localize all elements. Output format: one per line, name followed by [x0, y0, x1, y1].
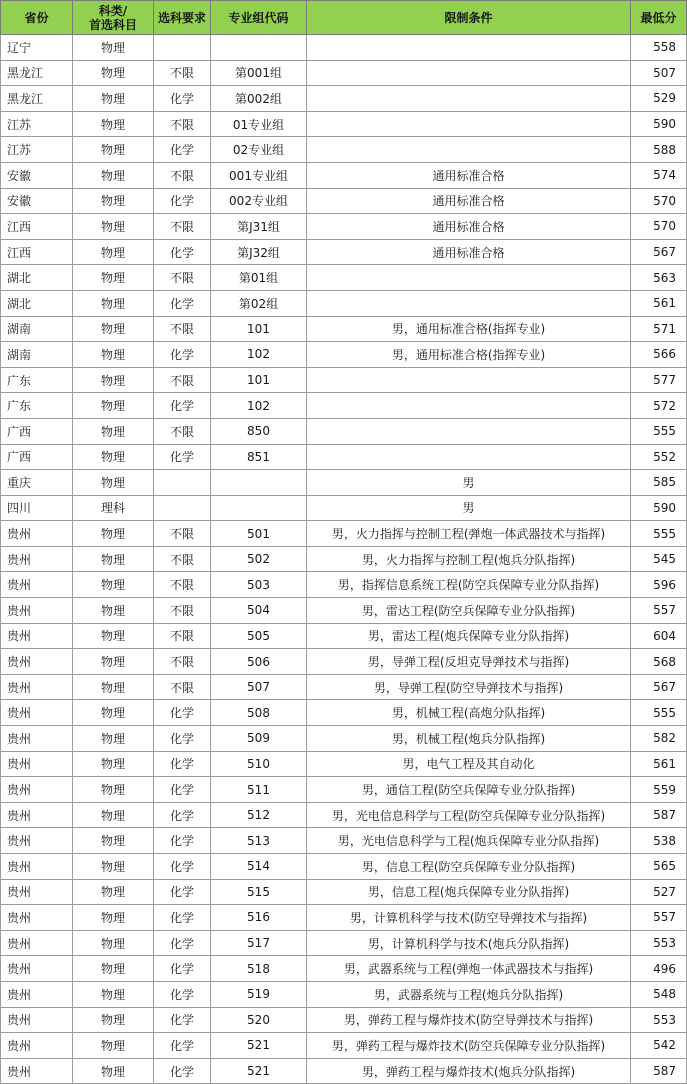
- group-code-cell: 521: [211, 1058, 307, 1084]
- subject-cell: 物理: [73, 802, 154, 828]
- table-row: [1, 444, 687, 470]
- restriction-cell: [307, 137, 631, 163]
- requirement-cell: 不限: [154, 623, 211, 649]
- subject-cell: 物理: [73, 35, 154, 61]
- min-score-cell: 558: [631, 35, 687, 61]
- restriction-cell: 通用标准合格: [307, 214, 631, 240]
- requirement-cell: 不限: [154, 546, 211, 572]
- subject-cell: 物理: [73, 188, 154, 214]
- province-cell: 贵州: [1, 623, 73, 649]
- group-code-cell: 第J32组: [211, 239, 307, 265]
- subject-cell: 物理: [73, 470, 154, 496]
- min-score-cell: 555: [631, 700, 687, 726]
- requirement-cell: 化学: [154, 290, 211, 316]
- requirement-cell: 不限: [154, 316, 211, 342]
- restriction-cell: 男，雷达工程(防空兵保障专业分队指挥): [307, 598, 631, 624]
- province-cell: 贵州: [1, 879, 73, 905]
- subject-cell: 物理: [73, 342, 154, 368]
- header-subject-text: 科类/ 首选科目: [88, 3, 137, 32]
- province-cell: 广东: [1, 367, 73, 393]
- min-score-cell: 566: [631, 342, 687, 368]
- province-cell: 贵州: [1, 572, 73, 598]
- requirement-cell: 不限: [154, 162, 211, 188]
- table-row: [1, 854, 687, 880]
- province-cell: 安徽: [1, 188, 73, 214]
- requirement-cell: [154, 470, 211, 496]
- table-row: [1, 239, 687, 265]
- subject-cell: 物理: [73, 1033, 154, 1059]
- province-cell: 贵州: [1, 521, 73, 547]
- table-row: [1, 956, 687, 982]
- table-row: [1, 86, 687, 112]
- subject-cell: 物理: [73, 137, 154, 163]
- table-row: [1, 726, 687, 752]
- table-row: [1, 214, 687, 240]
- requirement-cell: 不限: [154, 111, 211, 137]
- restriction-cell: 男: [307, 470, 631, 496]
- table-row: [1, 802, 687, 828]
- restriction-cell: 男，光电信息科学与工程(防空兵保障专业分队指挥): [307, 802, 631, 828]
- group-code-cell: 504: [211, 598, 307, 624]
- group-code-cell: 519: [211, 981, 307, 1007]
- group-code-cell: 第J31组: [211, 214, 307, 240]
- restriction-cell: 男，计算机科学与技术(炮兵分队指挥): [307, 930, 631, 956]
- requirement-cell: 化学: [154, 981, 211, 1007]
- province-cell: 广西: [1, 418, 73, 444]
- table-body: [1, 35, 687, 1084]
- restriction-cell: 男，弹药工程与爆炸技术(炮兵分队指挥): [307, 1058, 631, 1084]
- subject-cell: 物理: [73, 367, 154, 393]
- group-code-cell: 510: [211, 751, 307, 777]
- restriction-cell: 男，通用标准合格(指挥专业): [307, 342, 631, 368]
- province-cell: 安徽: [1, 162, 73, 188]
- restriction-cell: [307, 35, 631, 61]
- min-score-cell: 548: [631, 981, 687, 1007]
- table-row: [1, 111, 687, 137]
- province-cell: 江西: [1, 214, 73, 240]
- group-code-cell: 514: [211, 854, 307, 880]
- group-code-cell: 505: [211, 623, 307, 649]
- min-score-cell: 590: [631, 111, 687, 137]
- requirement-cell: 化学: [154, 854, 211, 880]
- min-score-cell: 570: [631, 188, 687, 214]
- group-code-cell: 501: [211, 521, 307, 547]
- min-score-cell: 563: [631, 265, 687, 291]
- group-code-cell: 503: [211, 572, 307, 598]
- table-row: [1, 495, 687, 521]
- min-score-cell: 582: [631, 726, 687, 752]
- table-row: [1, 521, 687, 547]
- requirement-cell: 不限: [154, 265, 211, 291]
- restriction-cell: 通用标准合格: [307, 239, 631, 265]
- province-cell: 湖北: [1, 265, 73, 291]
- subject-cell: 物理: [73, 956, 154, 982]
- table-row: [1, 546, 687, 572]
- province-cell: 黑龙江: [1, 60, 73, 86]
- requirement-cell: 化学: [154, 726, 211, 752]
- province-cell: 江苏: [1, 137, 73, 163]
- table-row: [1, 393, 687, 419]
- table-row: [1, 700, 687, 726]
- table-row: [1, 751, 687, 777]
- subject-cell: 物理: [73, 700, 154, 726]
- subject-cell: 物理: [73, 290, 154, 316]
- table-row: [1, 623, 687, 649]
- restriction-cell: [307, 60, 631, 86]
- province-cell: 黑龙江: [1, 86, 73, 112]
- requirement-cell: 化学: [154, 188, 211, 214]
- subject-cell: 物理: [73, 930, 154, 956]
- group-code-cell: 509: [211, 726, 307, 752]
- restriction-cell: 男，机械工程(高炮分队指挥): [307, 700, 631, 726]
- restriction-cell: 男，光电信息科学与工程(炮兵保障专业分队指挥): [307, 828, 631, 854]
- min-score-cell: 567: [631, 674, 687, 700]
- min-score-cell: 565: [631, 854, 687, 880]
- group-code-cell: 506: [211, 649, 307, 675]
- requirement-cell: 化学: [154, 879, 211, 905]
- requirement-cell: 不限: [154, 674, 211, 700]
- requirement-cell: 化学: [154, 342, 211, 368]
- restriction-cell: [307, 444, 631, 470]
- requirement-cell: 化学: [154, 956, 211, 982]
- group-code-cell: 502: [211, 546, 307, 572]
- province-cell: 贵州: [1, 777, 73, 803]
- province-cell: 辽宁: [1, 35, 73, 61]
- group-code-cell: 101: [211, 367, 307, 393]
- min-score-cell: 561: [631, 290, 687, 316]
- requirement-cell: 化学: [154, 444, 211, 470]
- group-code-cell: 101: [211, 316, 307, 342]
- subject-cell: 物理: [73, 214, 154, 240]
- subject-cell: 物理: [73, 726, 154, 752]
- group-code-cell: 515: [211, 879, 307, 905]
- requirement-cell: 不限: [154, 572, 211, 598]
- subject-cell: 物理: [73, 1058, 154, 1084]
- restriction-cell: [307, 367, 631, 393]
- table-row: [1, 649, 687, 675]
- table-row: [1, 367, 687, 393]
- restriction-cell: 男，导弹工程(防空导弹技术与指挥): [307, 674, 631, 700]
- restriction-cell: [307, 393, 631, 419]
- group-code-cell: 102: [211, 393, 307, 419]
- group-code-cell: 01专业组: [211, 111, 307, 137]
- min-score-cell: 553: [631, 930, 687, 956]
- min-score-cell: 555: [631, 521, 687, 547]
- province-cell: 贵州: [1, 649, 73, 675]
- restriction-cell: 男，雷达工程(炮兵保障专业分队指挥): [307, 623, 631, 649]
- group-code-cell: 511: [211, 777, 307, 803]
- group-code-cell: 第001组: [211, 60, 307, 86]
- min-score-cell: 604: [631, 623, 687, 649]
- min-score-cell: 590: [631, 495, 687, 521]
- province-cell: 贵州: [1, 828, 73, 854]
- subject-cell: 物理: [73, 854, 154, 880]
- requirement-cell: 化学: [154, 828, 211, 854]
- province-cell: 贵州: [1, 930, 73, 956]
- province-cell: 湖南: [1, 316, 73, 342]
- subject-cell: 物理: [73, 265, 154, 291]
- requirement-cell: 化学: [154, 802, 211, 828]
- province-cell: 贵州: [1, 751, 73, 777]
- province-cell: 贵州: [1, 726, 73, 752]
- province-cell: 湖北: [1, 290, 73, 316]
- group-code-cell: 521: [211, 1033, 307, 1059]
- min-score-cell: 507: [631, 60, 687, 86]
- restriction-cell: 男，导弹工程(反坦克导弹技术与指挥): [307, 649, 631, 675]
- subject-cell: 物理: [73, 162, 154, 188]
- requirement-cell: 不限: [154, 649, 211, 675]
- min-score-cell: 527: [631, 879, 687, 905]
- table-row: [1, 342, 687, 368]
- min-score-cell: 552: [631, 444, 687, 470]
- restriction-cell: 男，信息工程(防空兵保障专业分队指挥): [307, 854, 631, 880]
- subject-cell: 物理: [73, 444, 154, 470]
- table-row: [1, 777, 687, 803]
- min-score-cell: 572: [631, 393, 687, 419]
- group-code-cell: [211, 495, 307, 521]
- group-code-cell: 第02组: [211, 290, 307, 316]
- table-row: [1, 930, 687, 956]
- subject-cell: 物理: [73, 598, 154, 624]
- requirement-cell: 化学: [154, 86, 211, 112]
- requirement-cell: 化学: [154, 751, 211, 777]
- min-score-cell: 557: [631, 905, 687, 931]
- restriction-cell: 通用标准合格: [307, 162, 631, 188]
- province-cell: 贵州: [1, 854, 73, 880]
- table-row: [1, 1007, 687, 1033]
- min-score-cell: 496: [631, 956, 687, 982]
- subject-cell: 物理: [73, 879, 154, 905]
- restriction-cell: 男，弹药工程与爆炸技术(防空兵保障专业分队指挥): [307, 1033, 631, 1059]
- requirement-cell: [154, 35, 211, 61]
- requirement-cell: 不限: [154, 521, 211, 547]
- restriction-cell: 男，计算机科学与技术(防空导弹技术与指挥): [307, 905, 631, 931]
- requirement-cell: 化学: [154, 1058, 211, 1084]
- group-code-cell: 850: [211, 418, 307, 444]
- subject-cell: 物理: [73, 1007, 154, 1033]
- min-score-cell: 588: [631, 137, 687, 163]
- requirement-cell: 不限: [154, 214, 211, 240]
- group-code-cell: 518: [211, 956, 307, 982]
- subject-cell: 物理: [73, 905, 154, 931]
- table-row: [1, 1033, 687, 1059]
- header-province: 省份: [1, 1, 73, 35]
- group-code-cell: 520: [211, 1007, 307, 1033]
- table-row: [1, 879, 687, 905]
- table-row: [1, 828, 687, 854]
- restriction-cell: 男，电气工程及其自动化: [307, 751, 631, 777]
- restriction-cell: 男，通用标准合格(指挥专业): [307, 316, 631, 342]
- requirement-cell: 不限: [154, 60, 211, 86]
- province-cell: 广西: [1, 444, 73, 470]
- group-code-cell: 002专业组: [211, 188, 307, 214]
- group-code-cell: 第01组: [211, 265, 307, 291]
- min-score-cell: 529: [631, 86, 687, 112]
- restriction-cell: 男，弹药工程与爆炸技术(防空导弹技术与指挥): [307, 1007, 631, 1033]
- subject-cell: 物理: [73, 316, 154, 342]
- subject-cell: 物理: [73, 60, 154, 86]
- min-score-cell: 559: [631, 777, 687, 803]
- requirement-cell: 化学: [154, 137, 211, 163]
- subject-cell: 物理: [73, 649, 154, 675]
- table-row: [1, 905, 687, 931]
- restriction-cell: [307, 86, 631, 112]
- group-code-cell: [211, 35, 307, 61]
- min-score-cell: 567: [631, 239, 687, 265]
- table-row: [1, 1058, 687, 1084]
- restriction-cell: 男，武器系统与工程(炮兵分队指挥): [307, 981, 631, 1007]
- province-cell: 贵州: [1, 598, 73, 624]
- restriction-cell: [307, 265, 631, 291]
- requirement-cell: 化学: [154, 905, 211, 931]
- requirement-cell: 化学: [154, 930, 211, 956]
- table-row: [1, 137, 687, 163]
- header-group-code: 专业组代码: [211, 1, 307, 35]
- subject-cell: 理科: [73, 495, 154, 521]
- header-min-score: 最低分: [631, 1, 687, 35]
- subject-cell: 物理: [73, 239, 154, 265]
- subject-cell: 物理: [73, 623, 154, 649]
- subject-cell: 物理: [73, 751, 154, 777]
- group-code-cell: 508: [211, 700, 307, 726]
- province-cell: 贵州: [1, 905, 73, 931]
- min-score-cell: 568: [631, 649, 687, 675]
- table-row: [1, 598, 687, 624]
- subject-cell: 物理: [73, 828, 154, 854]
- subject-cell: 物理: [73, 572, 154, 598]
- province-cell: 江苏: [1, 111, 73, 137]
- requirement-cell: 化学: [154, 1033, 211, 1059]
- min-score-cell: 555: [631, 418, 687, 444]
- requirement-cell: 化学: [154, 1007, 211, 1033]
- min-score-cell: 574: [631, 162, 687, 188]
- subject-cell: 物理: [73, 86, 154, 112]
- table-row: [1, 470, 687, 496]
- province-cell: 贵州: [1, 1033, 73, 1059]
- requirement-cell: 不限: [154, 367, 211, 393]
- header-restrictions: 限制条件: [307, 1, 631, 35]
- restriction-cell: 男，指挥信息系统工程(防空兵保障专业分队指挥): [307, 572, 631, 598]
- subject-cell: 物理: [73, 674, 154, 700]
- min-score-cell: 577: [631, 367, 687, 393]
- province-cell: 贵州: [1, 956, 73, 982]
- province-cell: 贵州: [1, 546, 73, 572]
- group-code-cell: [211, 470, 307, 496]
- header-row: [1, 1, 687, 35]
- header-subject: [73, 1, 154, 35]
- subject-cell: 物理: [73, 546, 154, 572]
- group-code-cell: 851: [211, 444, 307, 470]
- requirement-cell: 化学: [154, 239, 211, 265]
- group-code-cell: 512: [211, 802, 307, 828]
- table-row: [1, 60, 687, 86]
- requirement-cell: [154, 495, 211, 521]
- group-code-cell: 516: [211, 905, 307, 931]
- table-row: [1, 981, 687, 1007]
- restriction-cell: 男: [307, 495, 631, 521]
- subject-cell: 物理: [73, 393, 154, 419]
- min-score-cell: 596: [631, 572, 687, 598]
- restriction-cell: 通用标准合格: [307, 188, 631, 214]
- restriction-cell: [307, 111, 631, 137]
- restriction-cell: 男，通信工程(防空兵保障专业分队指挥): [307, 777, 631, 803]
- header-subject-requirement: 选科要求: [154, 1, 211, 35]
- min-score-cell: 553: [631, 1007, 687, 1033]
- province-cell: 贵州: [1, 1058, 73, 1084]
- table-row: [1, 290, 687, 316]
- subject-cell: 物理: [73, 981, 154, 1007]
- province-cell: 贵州: [1, 700, 73, 726]
- subject-cell: 物理: [73, 777, 154, 803]
- min-score-cell: 571: [631, 316, 687, 342]
- min-score-cell: 545: [631, 546, 687, 572]
- restriction-cell: 男，武器系统与工程(弹炮一体武器技术与指挥): [307, 956, 631, 982]
- table-row: [1, 265, 687, 291]
- province-cell: 贵州: [1, 1007, 73, 1033]
- restriction-cell: [307, 290, 631, 316]
- restriction-cell: [307, 418, 631, 444]
- min-score-cell: 587: [631, 802, 687, 828]
- province-cell: 四川: [1, 495, 73, 521]
- min-score-cell: 557: [631, 598, 687, 624]
- subject-cell: 物理: [73, 111, 154, 137]
- table-row: [1, 316, 687, 342]
- group-code-cell: 513: [211, 828, 307, 854]
- subject-cell: 物理: [73, 521, 154, 547]
- table-row: [1, 162, 687, 188]
- requirement-cell: 不限: [154, 418, 211, 444]
- group-code-cell: 第002组: [211, 86, 307, 112]
- restriction-cell: 男，信息工程(炮兵保障专业分队指挥): [307, 879, 631, 905]
- province-cell: 贵州: [1, 674, 73, 700]
- group-code-cell: 001专业组: [211, 162, 307, 188]
- province-cell: 贵州: [1, 981, 73, 1007]
- restriction-cell: 男，火力指挥与控制工程(弹炮一体武器技术与指挥): [307, 521, 631, 547]
- group-code-cell: 517: [211, 930, 307, 956]
- group-code-cell: 102: [211, 342, 307, 368]
- requirement-cell: 化学: [154, 777, 211, 803]
- table-row: [1, 35, 687, 61]
- min-score-cell: 538: [631, 828, 687, 854]
- province-cell: 贵州: [1, 802, 73, 828]
- province-cell: 广东: [1, 393, 73, 419]
- group-code-cell: 507: [211, 674, 307, 700]
- min-score-cell: 542: [631, 1033, 687, 1059]
- min-score-cell: 570: [631, 214, 687, 240]
- min-score-cell: 561: [631, 751, 687, 777]
- restriction-cell: 男，火力指挥与控制工程(炮兵分队指挥): [307, 546, 631, 572]
- table-row: [1, 674, 687, 700]
- requirement-cell: 化学: [154, 700, 211, 726]
- min-score-cell: 585: [631, 470, 687, 496]
- province-cell: 江西: [1, 239, 73, 265]
- group-code-cell: 02专业组: [211, 137, 307, 163]
- restriction-cell: 男，机械工程(炮兵分队指挥): [307, 726, 631, 752]
- province-cell: 湖南: [1, 342, 73, 368]
- table-row: [1, 418, 687, 444]
- requirement-cell: 化学: [154, 393, 211, 419]
- requirement-cell: 不限: [154, 598, 211, 624]
- table-row: [1, 572, 687, 598]
- table-row: [1, 188, 687, 214]
- province-cell: 重庆: [1, 470, 73, 496]
- min-score-cell: 587: [631, 1058, 687, 1084]
- subject-cell: 物理: [73, 418, 154, 444]
